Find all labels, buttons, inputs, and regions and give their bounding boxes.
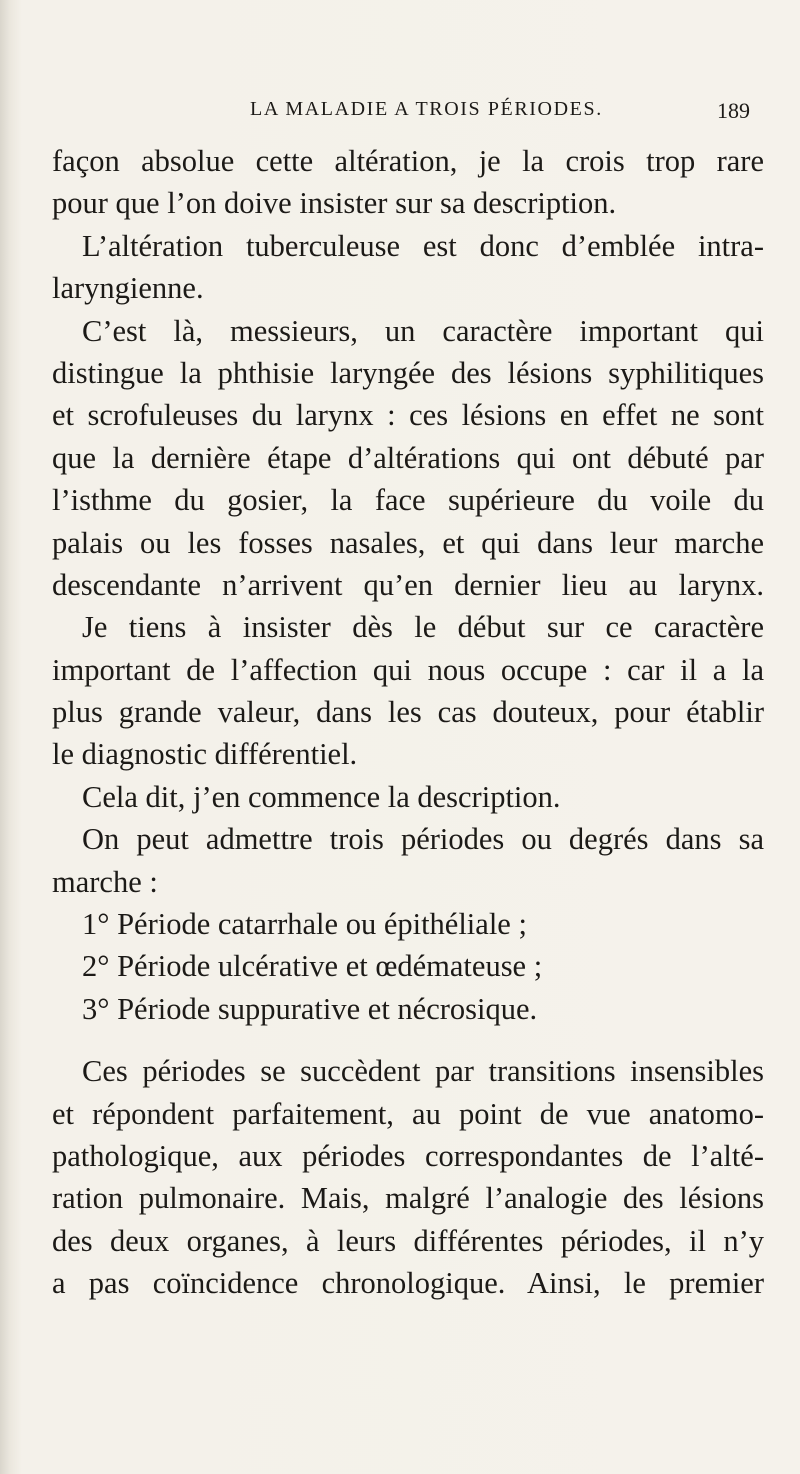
text-line: Cela dit, j’en commence la description. <box>82 779 561 814</box>
text-line: plus grande valeur, dans les cas douteux, pour établir <box>52 695 764 730</box>
paragraph-gap <box>52 1030 764 1050</box>
text-line: des deux organes, à leurs différentes périodes, il n’y <box>52 1223 764 1258</box>
text-line: L’altération tuberculeuse est donc d’emblée intra- <box>82 228 764 263</box>
text-line: Je tiens à insister dès le début sur ce caractère <box>82 610 764 645</box>
text-line: pathologique, aux périodes correspondantes de l’alté- <box>52 1138 764 1173</box>
list-item: 3° Période suppurative et nécrosique. <box>82 991 538 1026</box>
text-line: l’isthme du gosier, la face supérieure du voile du <box>52 483 764 518</box>
page-header <box>250 94 750 134</box>
text-line: marche : <box>52 864 158 899</box>
text-line: On peut admettre trois périodes ou degrés dans sa <box>82 822 764 857</box>
page-number: 189 <box>717 98 750 123</box>
text-line: descendante n’arrivent qu’en dernier lieu au larynx. <box>52 567 764 602</box>
list-item: 2° Période ulcérative et œdémateuse ; <box>82 949 543 984</box>
text-line: façon absolue cette altération, je la crois trop rare <box>52 144 764 178</box>
text-line: palais ou les fosses nasales, et qui dans leur marche <box>52 525 764 560</box>
text-line: a pas coïncidence chronologique. Ainsi, le premier <box>52 1266 764 1301</box>
text-line: pour que l’on doive insister sur sa description. <box>52 186 617 221</box>
text-line: le diagnostic différentiel. <box>52 737 358 772</box>
text-line: C’est là, messieurs, un caractère important qui <box>82 313 764 348</box>
text-line: important de l’affection qui nous occupe : car il a la <box>52 652 764 687</box>
running-title: LA MALADIE A TROIS PÉRIODES. <box>250 98 603 120</box>
body-text <box>52 140 764 1305</box>
text-line: laryngienne. <box>52 271 204 306</box>
text-line: que la dernière étape d’altérations qui ont débuté par <box>52 440 764 475</box>
text-line: distingue la phthisie laryngée des lésions syphilitiques <box>52 355 764 390</box>
list-item: 1° Période catarrhale ou épithéliale ; <box>82 907 527 942</box>
text-line: et scrofuleuses du larynx : ces lésions en effet ne sont <box>52 398 764 433</box>
text-line: et répondent parfaitement, au point de vue anatomo- <box>52 1096 764 1131</box>
text-line: ration pulmonaire. Mais, malgré l’analogie des lésions <box>52 1181 764 1216</box>
text-line: Ces périodes se succèdent par transitions insensibles <box>82 1054 764 1089</box>
